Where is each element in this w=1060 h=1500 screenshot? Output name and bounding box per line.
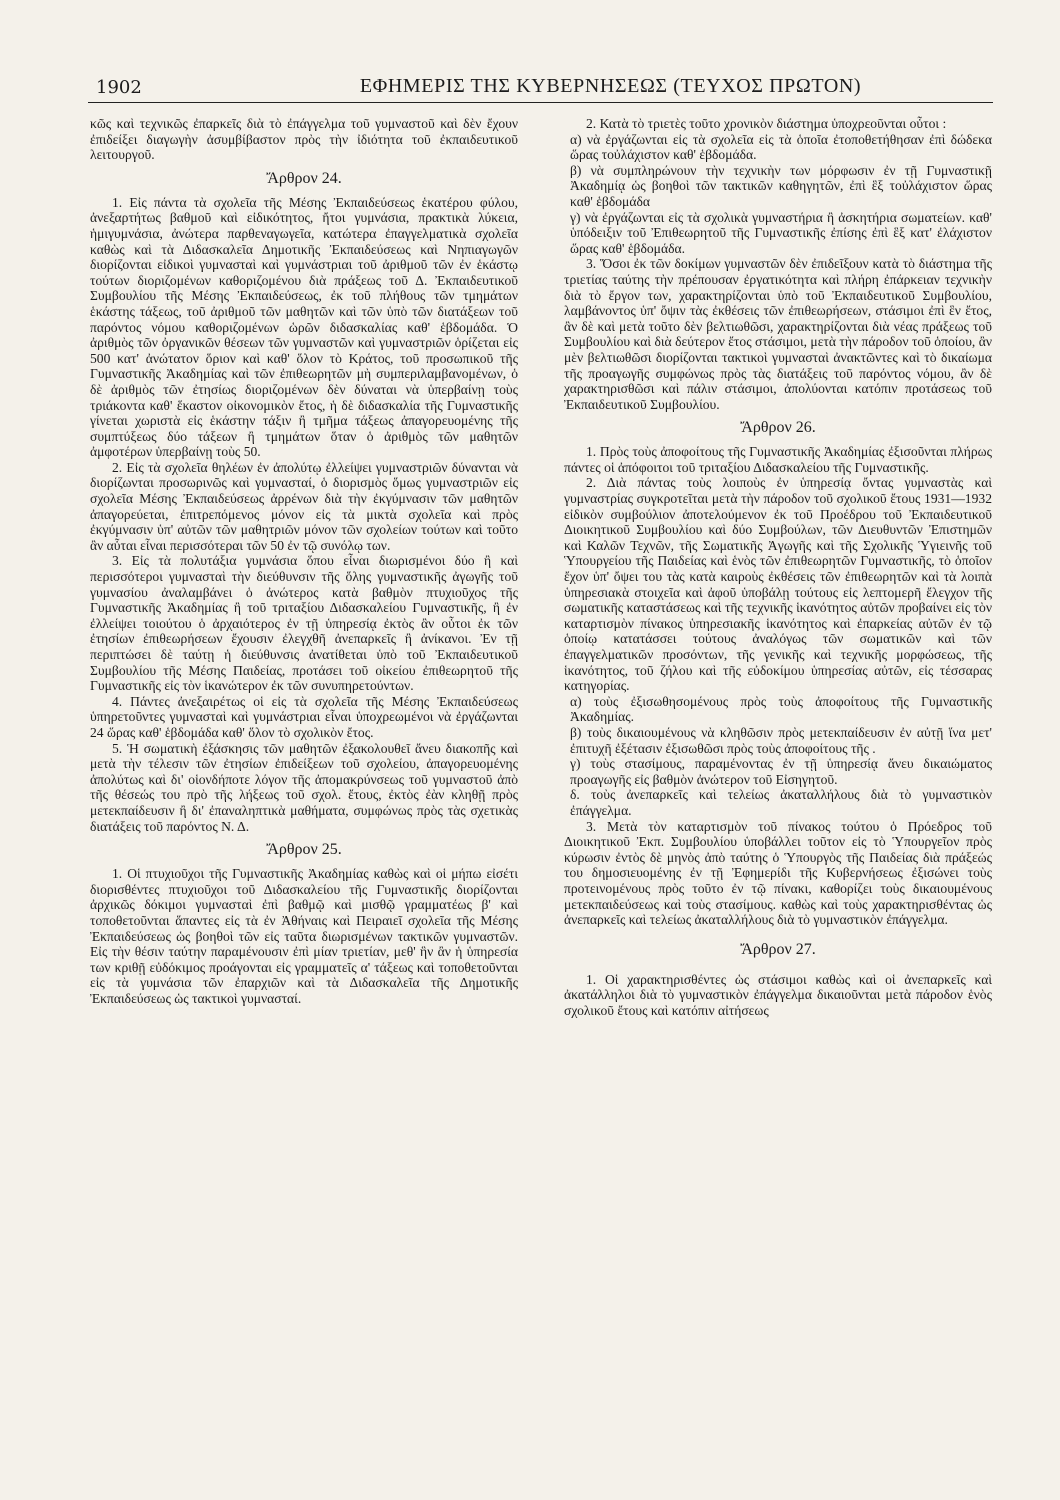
paragraph: 1. Οἱ πτυχιοῦχοι τῆς Γυμναστικῆς Ἀκαδημίας καθὼς καὶ οἱ μήπω εἰσέτι διορισθέντες πτυχιοῦχοι τοῦ Διδασκαλείου τῆς Γυμναστικῆς διορίζονται ἀρχικῶς δόκιμοι γυμνασταὶ ἐπὶ βαθμῷ καὶ μισθῷ γραμματέως β' καὶ τοποθετοῦνται ἅπαντες εἰς τὰ ἐν Ἀθήναις καὶ Πειραιεῖ σχολεῖα τῆς Μέσης Ἐκπαιδεύσεως ὡς βοηθοὶ τῶν εἰς ταῦτα διωρισμένων τακτικῶν γυμναστῶν. Εἰς τὴν θέσιν ταύτην παραμένουσιν ἐπὶ μίαν τριετίαν, μεθ' ἣν ἂν ἡ ὑπηρεσία των κριθῇ εὐδόκιμος προάγονται εἰς γραμματεῖς α' τάξεως καὶ τοποθετοῦνται εἰς τὰ γυμνάσια τῶν ἐπαρχιῶν καὶ τὰ Διδασκαλεῖα τῆς Δημοτικῆς Ἐκπαιδεύσεως ὡς τακτικοὶ γυμνασταί. (90, 866, 518, 1006)
list-item: δ. τοὺς ἀνεπαρκεῖς καὶ τελείως ἀκαταλλήλους διὰ τὸ γυμναστικὸν ἐπάγγελμα. (570, 787, 992, 818)
paragraph: 3. Μετὰ τὸν καταρτισμὸν τοῦ πίνακος τούτου ὁ Πρόεδρος τοῦ Διοικητικοῦ Ἐκπ. Συμβουλίου ὑποβάλλει τοῦτον εἰς τὸ Ὑπουργεῖον πρὸς κύρωσιν ἐντὸς δὲ μηνὸς ἀπὸ ταύτης ὁ Ὑπουργὸς τῆς Παιδείας διὰ πράξεώς του δημοσιευομένης ἐν τῇ Ἐφημερίδι τῆς Κυβερνήσεως ἐξισώνει τοὺς προτεινομένους πρὸς τοῦτο ἐν τῷ πίνακι, καθορίζει τοὺς δικαιουμένους μετεκπαιδεύσεως καὶ τοὺς στασίμους. καθὼς καὶ τοὺς χαρακτηρισθέντας ὡς ἀνεπαρκεῖς καὶ τελείως ἀκαταλλήλους διὰ τὸ γυμναστικὸν ἐπάγγελμα. (564, 818, 992, 928)
paragraph: 3. Εἰς τὰ πολυτάξια γυμνάσια ὅπου εἶναι διωρισμένοι δύο ἢ καὶ περισσότεροι γυμνασταὶ τὴν διεύθυνσιν τῆς ὅλης γυμναστικῆς ἀγωγῆς τοῦ γυμνασίου ἀναλαμβάνει ὁ ἀνώτερος κατὰ βαθμὸν πτυχιοῦχος τῆς Γυμναστικῆς Ἀκαδημίας ἢ τοῦ τριταξίου Διδασκαλείου Γυμναστικῆς, ἢ ἐν ἐλλείψει τοιούτου ὁ ἀρχαιότερος ἐν τῇ ὑπηρεσίᾳ ἐκτὸς ἂν οὗτοι ἐκ τῶν ἐτησίων ἐπιθεωρήσεων ἔχουσιν ἐλεγχθῆ ἀνεπαρκεῖς ἢ ἀνίκανοι. Ἐν τῇ περιπτώσει δὲ ταύτῃ ἡ διεύθυνσις ἀνατίθεται ὑπὸ τοῦ Ἐκπαιδευτικοῦ Συμβουλίου τῆς Μέσης Παιδείας, προτάσει τοῦ οἰκείου ἐπιθεωρητοῦ τῆς Γυμναστικῆς εἰς τὸν ἱκανώτερον ἐκ τῶν συνυπηρετούντων. (90, 553, 518, 694)
paragraph: 3. Ὅσοι ἐκ τῶν δοκίμων γυμναστῶν δὲν ἐπιδεῖξουν κατὰ τὸ διάστημα τῆς τριετίας ταύτης τὴν πρέπουσαν ἐργατικότητα καὶ πλήρη ἐπάρκειαν τεχνικὴν διὰ τὸ ἔργον των, χαρακτηρίζονται ὑπὸ τοῦ Ἐκπαιδευτικοῦ Συμβουλίου, λαμβάνοντος ὑπ' ὄψιν τὰς ἐκθέσεις τῶν ἐπιθεωρήσεων, στάσιμοι ἐπὶ ἓν ἔτος, ἂν δὲ καὶ μετὰ τοῦτο δὲν βελτιωθῶσι, χαρακτηρίζονται διὰ νέας πράξεως τοῦ Συμβουλίου καὶ διὰ δεύτερον ἔτος στάσιμοι, μετὰ τὴν πάροδον τοῦ ὁποίου, ἂν μὲν βελτιωθῶσι διορίζονται τακτικοὶ γυμνασταὶ ἀνακτῶντες καὶ τὸ δικαίωμα τῆς προαγωγῆς συμφώνως πρὸς τὰς διατάξεις τοῦ παρόντος νόμου, ἂν δὲ χαρακτηρισθῶσι καὶ πάλιν στάσιμοι, ἀπολύονται κατόπιν προτάσεως τοῦ Ἐκπαιδευτικοῦ Συμβουλίου. (564, 256, 992, 412)
list-item: γ) νὰ ἐργάζωνται εἰς τὰ σχολικὰ γυμναστήρια ἢ ἀσκητήρια σωματείων. καθ' ὑπόδειξιν τοῦ Ἐπιθεωρητοῦ τῆς Γυμναστικῆς ἐπίσης ἐπὶ ἓξ κατ' ἐλάχιστον ὥρας καθ' ἑβδομάδα. (570, 209, 992, 256)
article-heading-26: Ἄρθρον 26. (740, 419, 816, 437)
list-item: α) τοὺς ἐξισωθησομένους πρὸς τοὺς ἀποφοίτους τῆς Γυμναστικῆς Ἀκαδημίας. (570, 693, 992, 725)
gazette-title: ΕΦΗΜΕΡΙΣ ΤΗΣ ΚΥΒΕΡΝΗΣΕΩΣ (ΤΕΥΧΟΣ ΠΡΩΤΟΝ) (359, 75, 862, 97)
list-item: β) τοὺς δικαιουμένους νὰ κληθῶσιν πρὸς μετεκπαίδευσιν ἐν αὐτῇ ἵνα μετ' ἐπιτυχῆ ἐξέτασιν ἐξισωθῶσι πρὸς τοὺς ἀποφοίτους τῆς . (570, 724, 992, 756)
article-heading-27: Ἄρθρον 27. (740, 940, 816, 958)
paragraph: 2. Διὰ πάντας τοὺς λοιποὺς ἐν ὑπηρεσίᾳ ὄντας γυμναστὰς καὶ γυμναστρίας συγκροτεῖται μετὰ τὴν πάροδον τοῦ σχολικοῦ ἔτους 1931—1932 εἰδικὸν συμβούλιον ἀποτελούμενον ἐκ τοῦ Προέδρου τοῦ Ἐκπαιδευτικοῦ Διοικητικοῦ Συμβουλίου καὶ δύο Συμβούλων, τῶν Διευθυντῶν Ἐπιστημῶν καὶ Καλῶν Τεχνῶν, τῆς Σωματικῆς Ἀγωγῆς καὶ τῆς Σχολικῆς Ὑγιεινῆς τοῦ Ὑπουργείου τῆς Παιδείας καὶ ἑνὸς τῶν ἐπιθεωρητῶν Γυμναστικῆς, τὸ ὁποῖον ἔχον ὑπ' ὄψει του τὰς κατὰ καιροὺς ἐκθέσεις τῶν ἐπιθεωρητῶν καὶ τὰ λοιπὰ ὑπηρεσιακὰ στοιχεῖα καὶ ἀφοῦ ὑποβάλῃ τούτους εἰς λεπτομερῆ ἔλεγχον τῆς σωματικῆς καταστάσεως καὶ τῆς τεχνικῆς ἱκανότητος αὐτῶν προβαίνει εἰς τὸν καταρτισμὸν πίνακος ὑπηρεσιακῆς ἱκανότητος καὶ ἐπαρκείας αὐτῶν ἐν τῷ ὁποίῳ κατατάσσει τούτους ἀναλόγως τῶν σωματικῶν καὶ τῶν ἐπαγγελματικῶν προσόντων, τῆς γενικῆς καὶ τεχνικῆς μορφώσεως, τῆς ἱκανότητος, τοῦ ζήλου καὶ τῆς εὐδοκίμου ὑπηρεσίας αὐτῶν, εἰς τέσσαρας κατηγορίας. (564, 475, 992, 694)
paragraph: 2. Κατὰ τὸ τριετὲς τοῦτο χρονικὸν διάστημα ὑποχρεοῦνται οὗτοι : (586, 116, 947, 131)
list-item: γ) τοὺς στασίμους, παραμένοντας ἐν τῇ ὑπηρεσίᾳ ἄνευ δικαιώματος προαγωγῆς εἰς βαθμὸν ἀνώτερον τοῦ Εἰσηγητοῦ. (570, 756, 992, 787)
list-item: α) νὰ ἐργάζωνται εἰς τὰ σχολεῖα εἰς τὰ ὁποῖα ἐτοποθετήθησαν ἐπὶ δώδεκα ὥρας τοὐλάχιστον καθ' ἑβδομάδα. (570, 131, 992, 163)
page-header (88, 72, 993, 103)
right-column (564, 116, 992, 1486)
spacer (564, 928, 992, 934)
paragraph: 4. Πάντες ἀνεξαιρέτως οἱ εἰς τὰ σχολεῖα τῆς Μέσης Ἐκπαιδεύσεως ὑπηρετοῦντες γυμνασταὶ καὶ γυμνάστριαι εἶναι ὑποχρεωμένοι νὰ ἐργάζωνται 24 ὥρας καθ' ἑβδομάδα καθ' ὅλον τὸ σχολικὸν ἔτος. (90, 693, 518, 740)
list-item: β) νὰ συμπληρώνουν τὴν τεχνικὴν των μόρφωσιν ἐν τῇ Γυμναστικῇ Ἀκαδημίᾳ ὡς βοηθοὶ τῶν τακτικῶν καθηγητῶν, ἐπὶ ἓξ τοὐλάχιστον ὥρας καθ' ἑβδομάδα (570, 162, 992, 209)
paragraph: 5. Ἡ σωματικὴ ἐξάσκησις τῶν μαθητῶν ἐξακολουθεῖ ἄνευ διακοπῆς καὶ μετὰ τὴν τέλεσιν τῶν ἐτησίων ἐπιδείξεων τοῦ σχολείου, ἀπαγορευομένης ἀπολύτως καὶ δι' οἱονδήποτε λόγον τῆς ἀπομακρύνσεως τοῦ γυμναστοῦ ἀπὸ τῆς θέσεώς του πρὸ τῆς λήξεως τοῦ σχολ. ἔτους, ἐκτὸς ἐὰν κληθῇ πρὸς μετεκπαίδευσιν ἢ δι' ἐπαναληπτικὰ μαθήματα, συμφώνως πρὸς τὰς σχετικὰς διατάξεις τοῦ παρόντος Ν. Δ. (90, 740, 518, 834)
page-number: 1902 (96, 77, 142, 98)
paragraph: 1. Οἱ χαρακτηρισθέντες ὡς στάσιμοι καθὼς καὶ οἱ ἀνεπαρκεῖς καὶ ἀκατάλληλοι διὰ τὸ γυμναστικὸν ἐπάγγελμα δικαιοῦνται μετὰ πάροδον ἑνὸς σχολικοῦ ἔτους καὶ κατόπιν αἰτήσεως (564, 971, 992, 1018)
article-heading-25: Ἄρθρον 25. (266, 841, 342, 859)
paragraph: 2. Εἰς τὰ σχολεῖα θηλέων ἐν ἀπολύτῳ ἐλλείψει γυμναστριῶν δύνανται νὰ διορίζωνται προσωρινῶς καὶ γυμνασταί, ὁ διορισμὸς ὅμως γυμναστριῶν εἰς σχολεῖα Μέσης Ἐκπαιδεύσεως ἀρρένων διὰ τὴν ἐκγύμνασιν τῶν μαθητῶν ἀπαγορεύεται, ἐπιτρεπόμενος μόνον εἰς τὰ μικτὰ σχολεῖα καὶ πρὸς ἐκγύμνασιν ὑπ' αὐτῶν τῶν μαθητριῶν μόνον τῶν σχολείων τούτων καὶ τοῦτο ἂν αὗται εἶναι περισσότεραι τῶν 50 ἐν τῷ συνόλῳ των. (90, 459, 518, 553)
paragraph: 1. Εἰς πάντα τὰ σχολεῖα τῆς Μέσης Ἐκπαιδεύσεως ἑκατέρου φύλου, ἀνεξαρτήτως βαθμοῦ καὶ εἰδικότητος, ἤτοι γυμνάσια, πρακτικὰ λύκεια, ἡμιγυμνάσια, ἀνώτερα παρθεναγωγεῖα, κατώτερα ἐπαγγελματικὰ σχολεῖα καθὼς καὶ τὰ Διδασκαλεῖα Δημοτικῆς Ἐκπαιδεύσεως καὶ Νηπιαγωγῶν διορίζονται εἰδικοὶ γυμνασταὶ καὶ γυμνάστριαι τοῦ ἀριθμοῦ τῶν ἐν ἑκάστῳ τούτων διοριζομένων καθοριζομένου διὰ πράξεως τοῦ Δ. Ἐκπαιδευτικοῦ Συμβουλίου τῆς Μέσης Ἐκπαιδεύσεως, ἐκ τοῦ πλήθους τῶν τμημάτων ἑκάστης τάξεως, τοῦ ἀριθμοῦ τῶν μαθητῶν καὶ τῶν ὑπὸ τῶν διατάξεων τοῦ παρόντος νόμου καθοριζομένων ὡρῶν διδασκαλίας καθ' ἑβδομάδα. Ὁ ἀριθμὸς τῶν ὀργανικῶν θέσεων τῶν γυμναστῶν καὶ γυμναστριῶν ὁρίζεται εἰς 500 κατ' ἀνώτατον ὅριον καὶ καθ' ὅλον τὸ Κράτος, τοῦ προσωπικοῦ τῆς Γυμναστικῆς Ἀκαδημίας καὶ τῶν ἐπιθεωρητῶν μὴ συμπεριλαμβανομένων, ὁ δὲ ἀριθμὸς τῶν ἐτησίως διοριζομένων δὲν δύναται νὰ ὑπερβαίνῃ τοὺς τριάκοντα καθ' ἕκαστον οἰκονομικὸν ἔτος, ἡ δὲ διδασκαλία τῆς Γυμναστικῆς γίνεται χωριστὰ εἰς ἑκάστην τάξιν ἢ τμῆμα τάξεως ἀπαγορευομένης τῆς συμπτύξεως δύο τάξεων ἢ τμημάτων ὅταν ὁ ἀριθμὸς τῶν μαθητῶν ἀμφοτέρων ὑπερβαίνῃ τοὺς 50. (90, 194, 518, 460)
paragraph: 1. Πρὸς τοὺς ἀποφοίτους τῆς Γυμναστικῆς Ἀκαδημίας ἐξισοῦνται πλήρως πάντες οἱ ἀπόφοιτοι τοῦ τριταξίου Διδασκαλείου τῆς Γυμναστικῆς. (564, 444, 992, 475)
article-heading-24: Ἄρθρον 24. (266, 169, 342, 187)
paragraph: κῶς καὶ τεχνικῶς ἐπαρκεῖς διὰ τὸ ἐπάγγελμα τοῦ γυμναστοῦ καὶ δὲν ἔχουν ἐπιδείξει διαγωγὴν ἀσυμβίβαστον πρὸς τὴν ἰδιότητα τοῦ ἐκπαιδευτικοῦ λειτουργοῦ. (90, 116, 518, 163)
left-column (90, 116, 518, 1486)
